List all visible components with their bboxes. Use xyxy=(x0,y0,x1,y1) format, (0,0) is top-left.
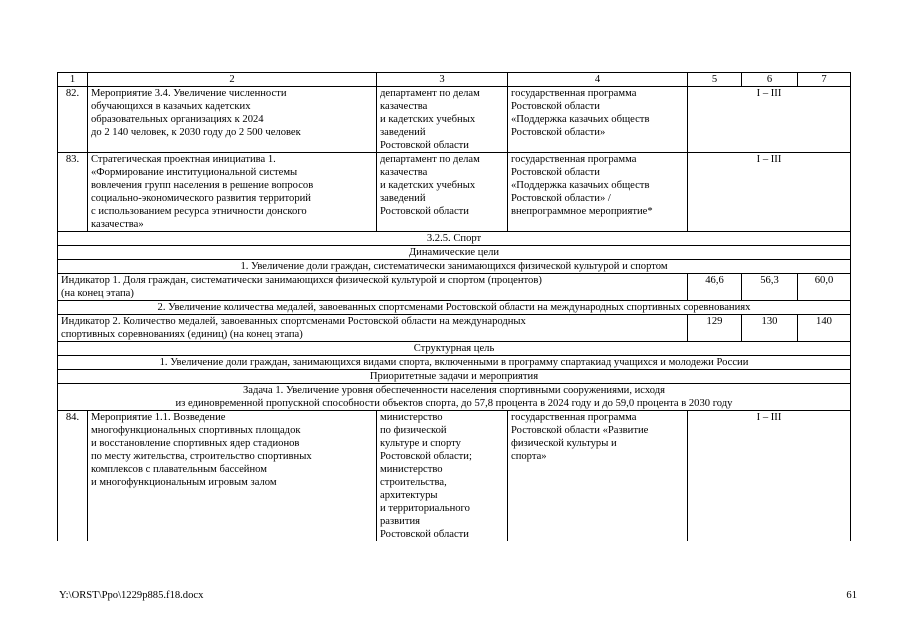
task-1: Задача 1. Увеличение уровня обеспеченности населения спортивными сооружениями, исходя из единовременной пропускной способности объектов спорта, до 57,8 процента в 2024 году и до 59,0 процента в 2030 году xyxy=(58,384,851,411)
program-cell: государственная программа Ростовской области «Поддержка казачьих обществ Ростовской области» xyxy=(508,87,688,153)
indicator-2-value-stage-2: 130 xyxy=(742,315,798,342)
task-row xyxy=(58,384,851,411)
header-col-1: 1 xyxy=(58,73,88,87)
header-col-4: 4 xyxy=(508,73,688,87)
stage-cell: I – III xyxy=(688,153,851,232)
stage-cell: I – III xyxy=(688,411,851,542)
activity-cell: Стратегическая проектная инициатива 1. «Формирование институциональной системы вовлечения групп населения в решение вопросов социально-экономического развития территорий с использованием ресурса этничности донского казачества» xyxy=(88,153,377,232)
executor-cell: министерство по физической культуре и спорту Ростовской области; министерство строительства, архитектуры и территориального развития Ростовской области xyxy=(377,411,508,542)
structural-goal-item-row xyxy=(58,356,851,370)
activity-cell: Мероприятие 1.1. Возведение многофункциональных спортивных площадок и восстановление спортивных ядер стадионов по месту жительства, строительство спортивных комплексов с плавательным бассейном и многофункциональным игровым залом xyxy=(88,411,377,542)
priority-heading: Приоритетные задачи и мероприятия xyxy=(58,370,851,384)
header-col-6: 6 xyxy=(742,73,798,87)
dynamic-goals-heading: Динамические цели xyxy=(58,246,851,260)
structural-goal-heading: Структурная цель xyxy=(58,342,851,356)
header-col-2: 2 xyxy=(88,73,377,87)
program-cell: государственная программа Ростовской области «Развитие физической культуры и спорта» xyxy=(508,411,688,542)
activity-cell: Мероприятие 3.4. Увеличение численности обучающихся в казачьих кадетских образовательных организациях к 2024 до 2 140 человек, к 2030 году до 2 500 человек xyxy=(88,87,377,153)
indicator-2-value-stage-1: 129 xyxy=(688,315,742,342)
section-title-row xyxy=(58,232,851,246)
table-row xyxy=(58,87,851,153)
indicator-1-value-stage-2: 56,3 xyxy=(742,274,798,301)
goal-1: 1. Увеличение доли граждан, систематически занимающихся физической культурой и спортом xyxy=(58,260,851,274)
header-col-5: 5 xyxy=(688,73,742,87)
row-number: 84. xyxy=(58,411,88,542)
table-row xyxy=(58,153,851,232)
header-col-3: 3 xyxy=(377,73,508,87)
page-number: 61 xyxy=(846,590,857,601)
indicator-row xyxy=(58,315,851,342)
goal-2: 2. Увеличение количества медалей, завоеванных спортсменами Ростовской области на международных спортивных соревнованиях xyxy=(58,301,851,315)
row-number: 82. xyxy=(58,87,88,153)
header-col-7: 7 xyxy=(798,73,851,87)
section-title: 3.2.5. Спорт xyxy=(58,232,851,246)
indicator-1-value-stage-3: 60,0 xyxy=(798,274,851,301)
plan-table xyxy=(57,72,851,541)
priority-row xyxy=(58,370,851,384)
indicator-row xyxy=(58,274,851,301)
executor-cell: департамент по делам казачества и кадетских учебных заведений Ростовской области xyxy=(377,87,508,153)
indicator-1-text: Индикатор 1. Доля граждан, систематически занимающихся физической культурой и спортом (процентов) (на конец этапа) xyxy=(58,274,688,301)
goal-row xyxy=(58,260,851,274)
stage-cell: I – III xyxy=(688,87,851,153)
indicator-2-value-stage-3: 140 xyxy=(798,315,851,342)
structural-goal-row xyxy=(58,342,851,356)
executor-cell: департамент по делам казачества и кадетских учебных заведений Ростовской области xyxy=(377,153,508,232)
indicator-2-text: Индикатор 2. Количество медалей, завоеванных спортсменами Ростовской области на международных спортивных соревнованиях (единиц) (на конец этапа) xyxy=(58,315,688,342)
file-path: Y:\ORST\Ppo\1229p885.f18.docx xyxy=(59,590,204,601)
table-row xyxy=(58,411,851,542)
goal-row xyxy=(58,301,851,315)
indicator-1-value-stage-1: 46,6 xyxy=(688,274,742,301)
dynamic-goals-row xyxy=(58,246,851,260)
structural-goal-1: 1. Увеличение доли граждан, занимающихся видами спорта, включенными в программу спартакиад учащихся и молодежи России xyxy=(58,356,851,370)
program-cell: государственная программа Ростовской области «Поддержка казачьих обществ Ростовской области» / внепрограммное мероприятие* xyxy=(508,153,688,232)
header-row xyxy=(58,73,851,87)
row-number: 83. xyxy=(58,153,88,232)
